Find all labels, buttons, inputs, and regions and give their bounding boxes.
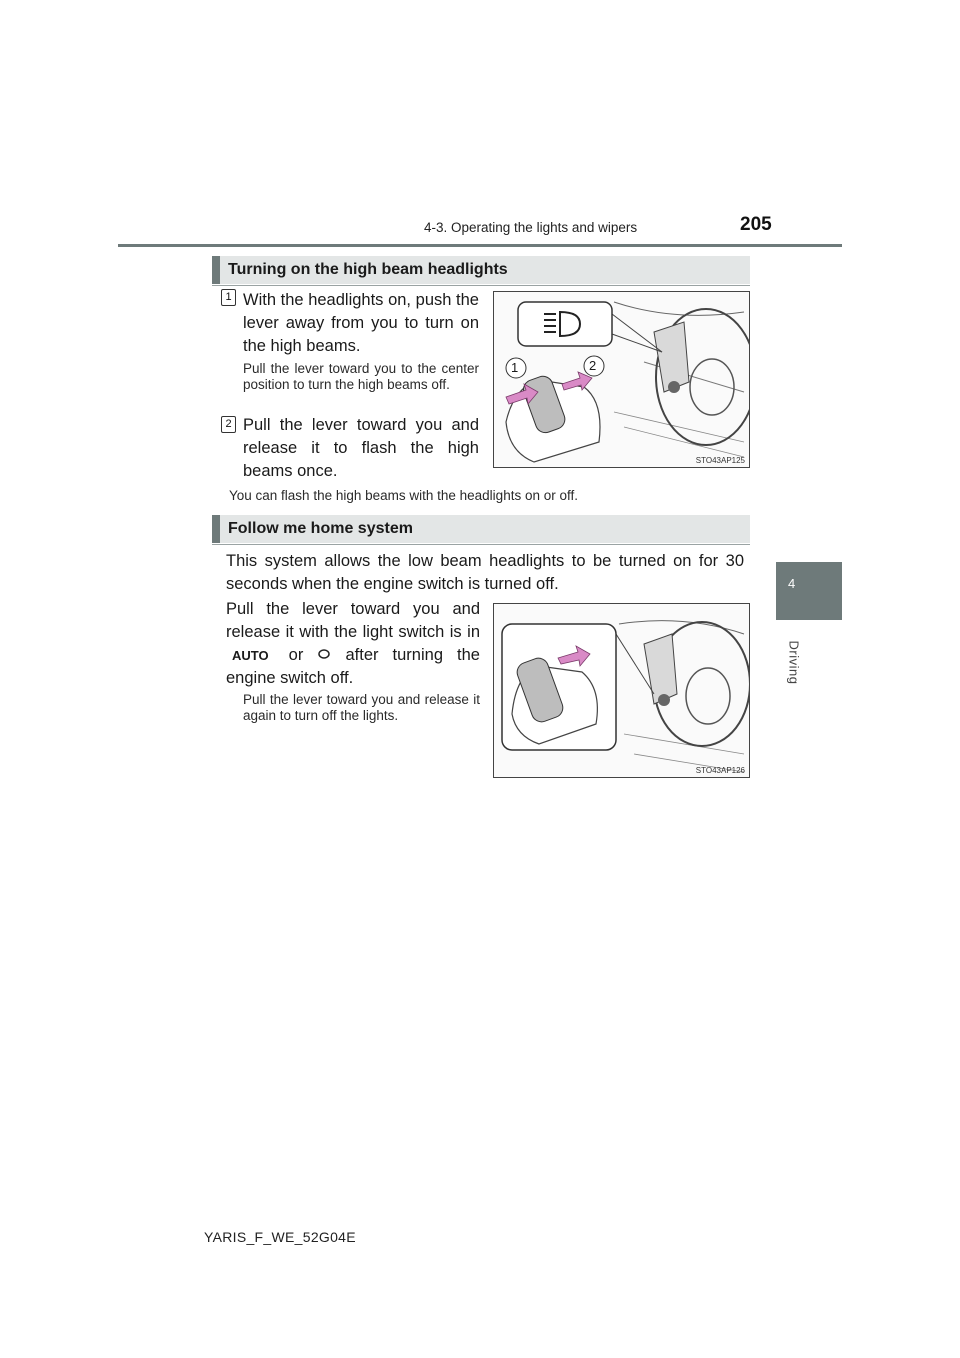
- step-1-text: With the headlights on, push the lever away from you to turn on the high beams.: [243, 291, 479, 355]
- section-title-high-beam: Turning on the high beam headlights: [228, 261, 508, 278]
- auto-symbol: AUTO: [232, 648, 269, 663]
- figure-code: STO43AP125: [695, 456, 745, 465]
- chapter-label: Driving: [786, 640, 802, 685]
- doc-code: YARIS_F_WE_52G04E: [204, 1229, 356, 1245]
- section-header-follow-me-home: [212, 515, 750, 543]
- follow-me-home-intro: This system allows the low beam headlights to be turned on for 30 seconds when the engine switch is turned off.: [226, 552, 744, 593]
- instruction-part-1: Pull the lever toward you and release it with the light switch is in: [226, 600, 480, 641]
- chapter-number: 4: [788, 576, 796, 591]
- callout-2: 2: [589, 358, 597, 373]
- follow-me-home-figure: [493, 603, 750, 778]
- figure-code: STO43AP126: [695, 766, 745, 775]
- step-2-note: You can flash the high beams with the headlights on or off.: [229, 488, 578, 503]
- step-1-note: Pull the lever toward you to the center position to turn the high beams off.: [243, 361, 479, 392]
- section-title-follow-me-home: Follow me home system: [228, 520, 413, 537]
- headlight-position-icon: [317, 644, 331, 667]
- header-rule: [118, 244, 842, 247]
- section-rule: [212, 285, 750, 286]
- step-badge-1: 1: [221, 289, 236, 306]
- follow-me-home-note: Pull the lever toward you and release it again to turn off the lights.: [243, 692, 480, 723]
- section-title: 4-3. Operating the lights and wipers: [424, 220, 638, 235]
- step-2-text: Pull the lever toward you and release it to flash the high beams once.: [243, 416, 479, 480]
- section-header-high-beam: [212, 256, 750, 284]
- section-rule: [212, 544, 750, 545]
- chapter-tab[interactable]: [776, 562, 842, 620]
- instruction-or: or: [288, 646, 304, 664]
- callout-1: 1: [511, 360, 519, 375]
- high-beam-illustration: [494, 292, 749, 467]
- instruction-part-2: after turning the engine switch off.: [226, 646, 480, 687]
- page-number: 205: [740, 214, 772, 235]
- follow-me-home-instruction: [226, 598, 480, 690]
- high-beam-figure: [493, 291, 750, 468]
- follow-me-home-illustration: [494, 604, 749, 777]
- step-badge-2: 2: [221, 416, 236, 433]
